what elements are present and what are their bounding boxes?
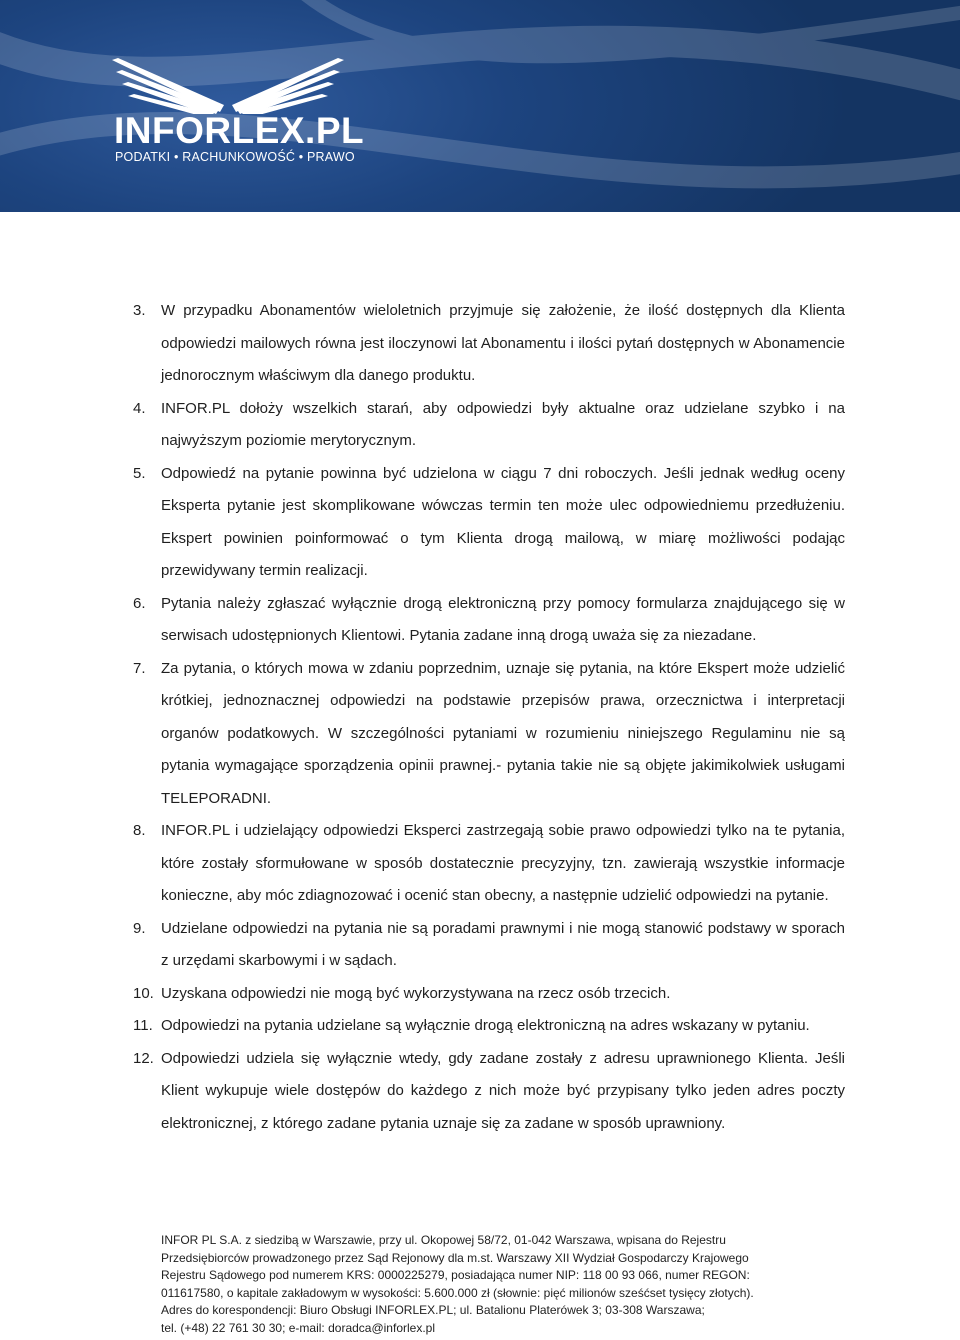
item-number: 11. <box>133 1017 153 1034</box>
footer-line: Przedsiębiorców prowadzonego przez Sąd Rejonowy dla m.st. Warszawy XII Wydział Gospodarczy Krajowego <box>161 1250 749 1265</box>
item-number: 3. <box>133 302 146 319</box>
item-number: 8. <box>133 822 146 839</box>
list-item <box>133 978 845 1011</box>
item-number: 12. <box>133 1049 154 1067</box>
item-text: INFOR.PL dołoży wszelkich starań, aby odpowiedzi były aktualne oraz udzielane szybko i na najwyższym poziomie merytorycznym. <box>161 399 845 449</box>
item-text: Za pytania, o których mowa w zdaniu poprzednim, uznaje się pytania, na które Ekspert może udzielić krótkiej, jednoznacznej odpowiedzi na podstawie przepisów prawa, orzecznictwa i interpretacji organów podatkowych. W szczególności pytaniami w rozumieniu niniejszego Regulaminu nie są pytania wymagające sporządzenia opinii prawnej.- pytania takie nie są objęte jakimikolwiek usługami TELEPORADNI. <box>161 659 845 807</box>
item-number: 6. <box>133 594 146 612</box>
footer-line: Adres do korespondencji: Biuro Obsługi INFORLEX.PL; ul. Batalionu Platerówek 3; 03-308 Warszawa; <box>161 1303 705 1318</box>
list-item <box>133 295 845 393</box>
logo-tagline: PODATKI • RACHUNKOWOŚĆ • PRAWO <box>115 150 355 164</box>
item-text: Uzyskana odpowiedzi nie mogą być wykorzystywana na rzecz osób trzecich. <box>161 984 671 1002</box>
logo-text: INFORLEX.PL <box>114 110 365 151</box>
page-header <box>0 0 960 212</box>
footer-line: tel. (+48) 22 761 30 30; e-mail: doradca@inforlex.pl <box>161 1320 436 1335</box>
item-number: 5. <box>133 464 146 482</box>
item-text: Odpowiedzi na pytania udzielane są wyłącznie drogą elektroniczną na adres wskazany w pytaniu. <box>161 1017 810 1034</box>
item-text: W przypadku Abonamentów wieloletnich przyjmuje się założenie, że ilość dostępnych dla Klienta odpowiedzi mailowych równa jest iloczynowi lat Abonamentu i ilości pytań dostępnych w Abonamencie jednorocznym właściwym dla danego produktu. <box>161 302 845 384</box>
list-item <box>133 588 845 653</box>
item-text: INFOR.PL i udzielający odpowiedzi Eksperci zastrzegają sobie prawo odpowiedzi tylko na te pytania, które zostały sformułowane w sposób dostatecznie precyzyjny, tzn. zawierają wszystkie informacje konieczne, aby móc zdiagnozować i ocenić stan obecny, a następnie udzielić odpowiedzi na pytanie. <box>161 822 845 904</box>
list-item <box>133 913 845 978</box>
footer-line: Rejestru Sądowego pod numerem KRS: 0000225279, posiadająca numer NIP: 118 00 93 066, numer REGON: <box>161 1268 750 1283</box>
item-text: Udzielane odpowiedzi na pytania nie są poradami prawnymi i nie mogą stanowić podstawy w sporach z urzędami skarbowymi i w sądach. <box>161 919 845 969</box>
item-text: Pytania należy zgłaszać wyłącznie drogą elektroniczną przy pomocy formularza znajdującego się w serwisach udostępnionych Klientowi. Pytania zadane inną drogą uważa się za niezadane. <box>161 594 845 644</box>
item-number: 9. <box>133 919 146 937</box>
list-item <box>133 653 845 816</box>
company-footer <box>161 1232 861 1338</box>
list-item <box>133 1043 845 1141</box>
footer-line: INFOR PL S.A. z siedzibą w Warszawie, przy ul. Okopowej 58/72, 01-042 Warszawa, wpisana do Rejestru <box>161 1233 726 1247</box>
item-text: Odpowiedzi udziela się wyłącznie wtedy, gdy zadane zostały z adresu uprawnionego Klienta. Jeśli Klient wykupuje wiele dostępów do każdego z nich może być przypisany tylko jeden adres poczty elektronicznej, z którego zadane pytania uznaje się za zadane w sposób uprawniony. <box>161 1049 845 1132</box>
list-item <box>133 393 845 458</box>
list-item <box>133 1010 845 1043</box>
list-item <box>133 458 845 588</box>
regulations-list <box>133 295 845 1140</box>
logo-wing-icon <box>112 58 344 114</box>
footer-line: 011617580, o kapitale zakładowym w wysokości: 5.600.000 zł (słownie: pięć milionów sześćset tysięcy złotych). <box>161 1285 754 1300</box>
item-number: 10. <box>133 984 154 1002</box>
item-text: Odpowiedź na pytanie powinna być udzielona w ciągu 7 dni roboczych. Jeśli jednak według oceny Eksperta pytanie jest skomplikowane wówczas termin ten może ulec odpowiedniemu przedłużeniu. Ekspert powinien poinformować o tym Klienta drogą mailową, w miarę możliwości podając przewidywany termin realizacji. <box>161 464 845 579</box>
item-number: 7. <box>133 659 146 677</box>
list-item <box>133 815 845 913</box>
item-number: 4. <box>133 399 146 417</box>
